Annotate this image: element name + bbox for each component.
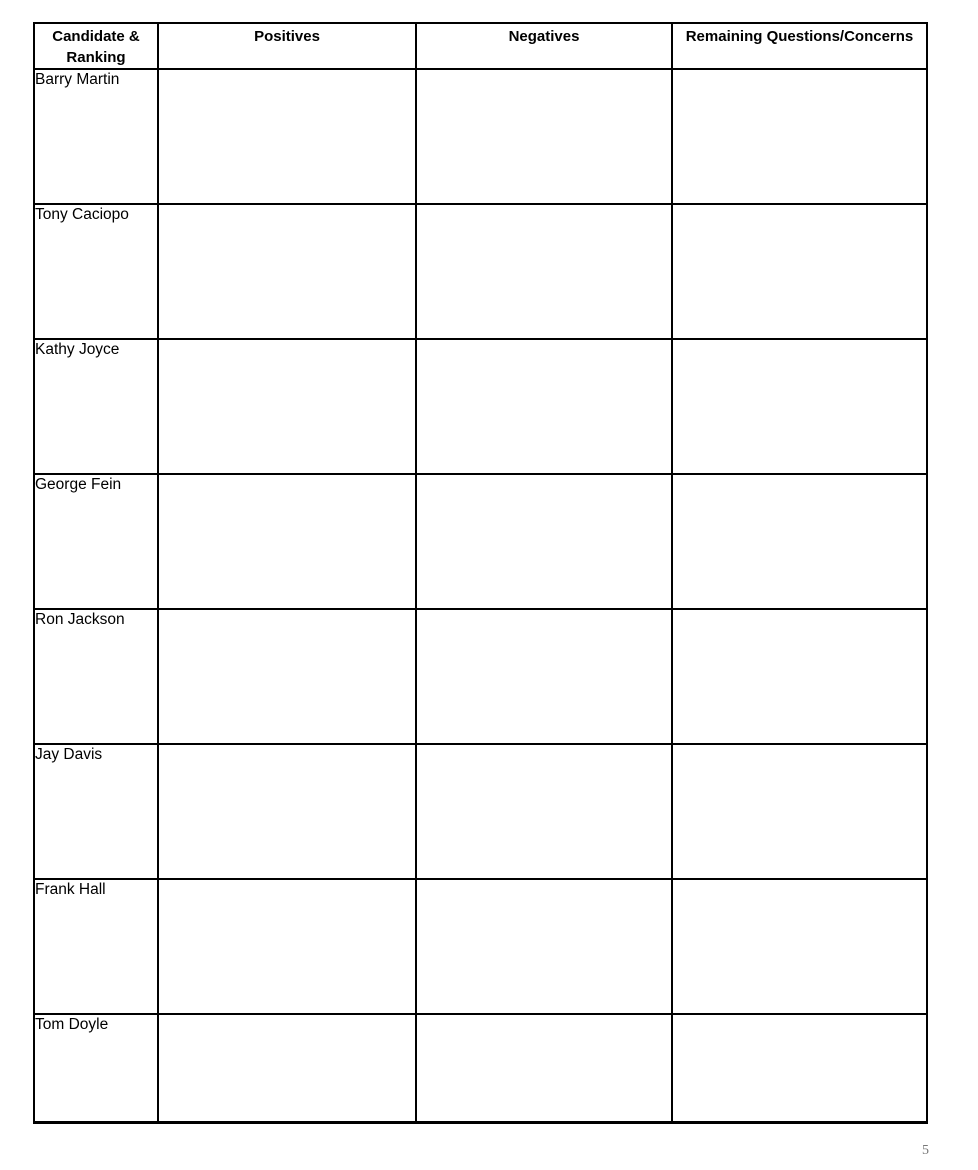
table-row <box>34 744 927 879</box>
positives-cell[interactable] <box>158 879 416 1014</box>
positives-cell[interactable] <box>158 69 416 204</box>
remaining-questions-cell[interactable] <box>672 1014 927 1122</box>
candidate-name: Frank Hall <box>34 879 158 1014</box>
remaining-questions-cell[interactable] <box>672 204 927 339</box>
page-number: 5 <box>922 1143 929 1158</box>
table-row <box>34 474 927 609</box>
candidate-evaluation-table <box>33 22 928 1124</box>
positives-cell[interactable] <box>158 474 416 609</box>
candidate-name: George Fein <box>34 474 158 609</box>
negatives-cell[interactable] <box>416 609 672 744</box>
table-row <box>34 1014 927 1122</box>
candidate-name: Jay Davis <box>34 744 158 879</box>
candidate-name: Ron Jackson <box>34 609 158 744</box>
table-header-row <box>34 23 927 69</box>
negatives-cell[interactable] <box>416 1014 672 1122</box>
table-row <box>34 204 927 339</box>
negatives-cell[interactable] <box>416 744 672 879</box>
header-negatives: Negatives <box>416 23 672 69</box>
candidate-name: Barry Martin <box>34 69 158 204</box>
header-candidate-ranking: Candidate & Ranking <box>34 23 158 69</box>
remaining-questions-cell[interactable] <box>672 744 927 879</box>
table-row <box>34 69 927 204</box>
positives-cell[interactable] <box>158 744 416 879</box>
remaining-questions-cell[interactable] <box>672 879 927 1014</box>
header-remaining-questions: Remaining Questions/Concerns <box>672 23 927 69</box>
negatives-cell[interactable] <box>416 474 672 609</box>
negatives-cell[interactable] <box>416 879 672 1014</box>
positives-cell[interactable] <box>158 339 416 474</box>
negatives-cell[interactable] <box>416 339 672 474</box>
candidate-name: Tom Doyle <box>34 1014 158 1122</box>
candidate-name: Kathy Joyce <box>34 339 158 474</box>
remaining-questions-cell[interactable] <box>672 339 927 474</box>
table-row <box>34 339 927 474</box>
positives-cell[interactable] <box>158 1014 416 1122</box>
table-row <box>34 609 927 744</box>
positives-cell[interactable] <box>158 204 416 339</box>
remaining-questions-cell[interactable] <box>672 609 927 744</box>
negatives-cell[interactable] <box>416 204 672 339</box>
positives-cell[interactable] <box>158 609 416 744</box>
remaining-questions-cell[interactable] <box>672 69 927 204</box>
table-row <box>34 879 927 1014</box>
evaluation-sheet <box>33 22 926 1126</box>
header-positives: Positives <box>158 23 416 69</box>
negatives-cell[interactable] <box>416 69 672 204</box>
remaining-questions-cell[interactable] <box>672 474 927 609</box>
candidate-name: Tony Caciopo <box>34 204 158 339</box>
